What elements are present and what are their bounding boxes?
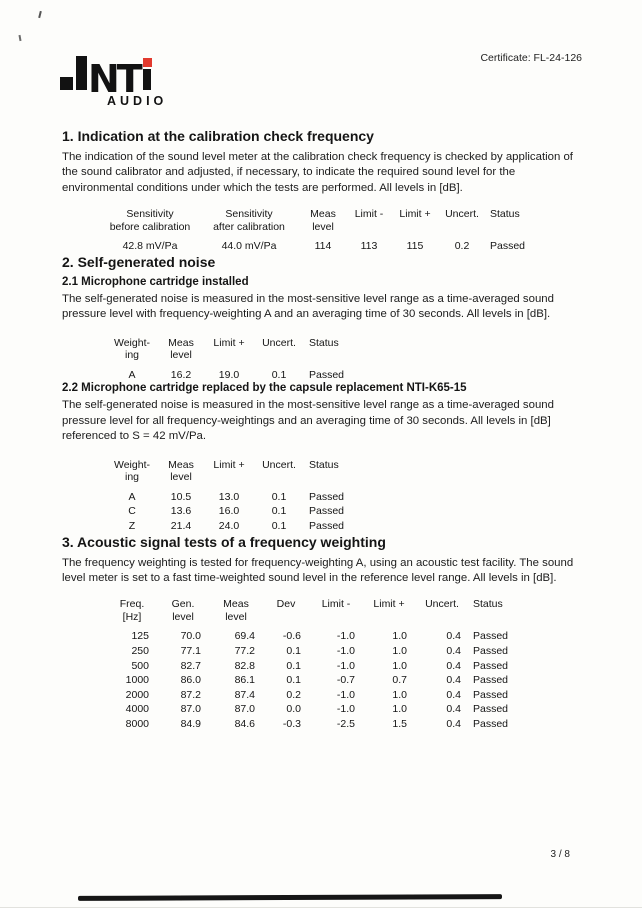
- table-row: [107, 484, 365, 505]
- table-header-cell: Dev: [276, 598, 296, 611]
- table-cell: 4000: [125, 703, 149, 716]
- table-cell: 1.0: [392, 688, 407, 701]
- table-row: [107, 717, 529, 732]
- section-2-2-title: 2.2 Microphone cartridge replaced by the capsule replacement NTI-K65-15: [62, 382, 467, 395]
- nti-audio-logo: [60, 56, 167, 108]
- table-cell: 0.2: [286, 688, 301, 701]
- table-header-cell: Uncert.: [425, 598, 459, 611]
- table-cell: 250: [131, 645, 149, 658]
- table-cell: 19.0: [218, 368, 240, 381]
- table-header-cell: Uncert.: [445, 208, 479, 221]
- table-header-cell: Limit -: [321, 598, 351, 611]
- logo-mark: [60, 56, 167, 101]
- table-header-cell: Gen. level: [171, 598, 195, 623]
- section-1-body: The indication of the sound level meter at the calibration check frequency is checked by application of the sound calibrator and adjusted, if necessary, to indicate the required sound level for the environmental conditions under which the tests are performed. All levels in [dB].: [62, 151, 573, 194]
- table-cell: Passed: [490, 240, 526, 253]
- table-cell: -0.7: [336, 674, 355, 687]
- table-cell: 1.0: [392, 703, 407, 716]
- table-cell: A: [128, 490, 136, 503]
- table-cell: Passed: [309, 519, 345, 532]
- table-cell: -1.0: [336, 645, 355, 658]
- table-cell: 16.0: [218, 505, 240, 518]
- table-cell: 69.4: [234, 630, 255, 643]
- table-cell: 0.4: [446, 688, 461, 701]
- certificate-number: Certificate: FL-24-126: [480, 52, 582, 64]
- table-row: [107, 504, 365, 519]
- table-cell: 87.0: [234, 703, 255, 716]
- table-cell: 0.0: [286, 703, 301, 716]
- table-cell: 16.2: [170, 368, 192, 381]
- table-cell: 44.0 mV/Pa: [221, 240, 277, 253]
- table-cell: -1.0: [336, 630, 355, 643]
- table-cell: 0.4: [446, 659, 461, 672]
- section-3-title: 3. Acoustic signal tests of a frequency weighting: [62, 533, 386, 550]
- section-3-body: The frequency weighting is tested for frequency-weighting A, using an acoustic test facility. The sound level meter is set to a fast time-weighted sound level in the reference level range. All levels in [dB].: [62, 556, 574, 584]
- table-header-row: [107, 598, 529, 623]
- table-cell: 21.4: [170, 519, 192, 532]
- table-header-cell: Freq. [Hz]: [119, 598, 145, 623]
- noise-replacement-table: [107, 459, 365, 534]
- table-cell: Passed: [473, 659, 509, 672]
- table-cell: 13.0: [218, 490, 240, 503]
- table-cell: Passed: [473, 717, 509, 730]
- scan-mark: [18, 35, 21, 41]
- table-header-cell: Sensitivity after calibration: [213, 208, 285, 233]
- table-cell: 1.0: [392, 630, 407, 643]
- table-cell: 87.4: [234, 688, 255, 701]
- section-2-1-title: 2.1 Microphone cartridge installed: [62, 275, 249, 288]
- table-cell: 82.8: [234, 659, 255, 672]
- noise-installed-table: [107, 337, 365, 383]
- table-cell: 0.4: [446, 674, 461, 687]
- table-cell: A: [128, 368, 136, 381]
- table-cell: 77.2: [234, 645, 255, 658]
- table-header-cell: Meas level: [168, 336, 194, 362]
- table-header-cell: Status: [309, 458, 339, 471]
- table-cell: 87.2: [180, 688, 201, 701]
- table-cell: C: [128, 505, 136, 518]
- table-header-cell: Limit -: [354, 208, 384, 221]
- table-cell: 84.9: [180, 717, 201, 730]
- scan-artifact-line: [78, 894, 502, 901]
- table-cell: Passed: [473, 688, 509, 701]
- scan-mark: [38, 11, 42, 18]
- table-header-cell: Uncert.: [262, 336, 296, 349]
- table-cell: 13.6: [170, 505, 192, 518]
- logo-red-dot-icon: [143, 58, 152, 67]
- table-cell: 1.5: [392, 717, 407, 730]
- table-header-cell: Status: [309, 336, 339, 349]
- table-header-row: [107, 459, 365, 484]
- section-2-1-body: The self-generated noise is measured in the most-sensitive level range as a time-averaged sound pressure level with frequency-weighting A and an averaging time of 30 seconds. All levels in [dB].: [62, 292, 554, 321]
- table-cell: 70.0: [180, 630, 201, 643]
- table-cell: Passed: [473, 630, 509, 643]
- logo-i-letter: [143, 58, 152, 90]
- table-row: [107, 702, 529, 717]
- logo-nt-text: NT: [88, 57, 140, 101]
- table-cell: -1.0: [336, 659, 355, 672]
- table-cell: 10.5: [170, 490, 192, 503]
- table-header-cell: Limit +: [213, 336, 245, 349]
- table-cell: 500: [131, 659, 149, 672]
- table-header-cell: Uncert.: [262, 458, 296, 471]
- table-cell: -2.5: [336, 717, 355, 730]
- table-header-cell: Status: [473, 598, 503, 611]
- table-cell: 0.7: [392, 674, 407, 687]
- table-cell: 0.1: [271, 490, 287, 503]
- table-cell: -0.6: [282, 630, 301, 643]
- table-header-cell: Weight- ing: [114, 336, 150, 362]
- table-cell: 0.1: [271, 368, 287, 381]
- table-cell: 0.1: [271, 519, 287, 532]
- table-cell: 0.4: [446, 645, 461, 658]
- table-cell: 0.4: [446, 717, 461, 730]
- table-cell: 84.6: [234, 717, 255, 730]
- calibration-table: [102, 208, 546, 254]
- table-row: [107, 673, 529, 688]
- table-cell: Passed: [309, 368, 345, 381]
- table-header-cell: Limit +: [373, 598, 405, 611]
- table-cell: 86.0: [180, 674, 201, 687]
- table-cell: Passed: [473, 703, 509, 716]
- table-cell: 0.4: [446, 703, 461, 716]
- table-cell: 0.1: [286, 659, 301, 672]
- table-row: [107, 644, 529, 659]
- table-cell: 86.1: [234, 674, 255, 687]
- document-content: [62, 128, 584, 731]
- table-cell: Passed: [473, 645, 509, 658]
- table-cell: 0.1: [286, 674, 301, 687]
- table-cell: -0.3: [282, 717, 301, 730]
- table-header-cell: Meas level: [223, 598, 249, 623]
- logo-audio-text: AUDIO: [107, 94, 168, 108]
- table-header-cell: Status: [490, 208, 520, 221]
- table-cell: Passed: [473, 674, 509, 687]
- table-row: [107, 688, 529, 703]
- table-header-cell: Meas level: [168, 458, 194, 484]
- table-row: [107, 519, 365, 534]
- table-cell: 1.0: [392, 645, 407, 658]
- table-header-row: [107, 337, 365, 362]
- table-header-row: [102, 208, 546, 233]
- logo-square-icon: [60, 77, 73, 90]
- table-header-cell: Sensitivity before calibration: [109, 208, 191, 233]
- table-cell: 82.7: [180, 659, 201, 672]
- noise-installed-table-wrap: [107, 337, 584, 383]
- table-cell: Z: [128, 519, 136, 532]
- table-cell: 1.0: [392, 659, 407, 672]
- section-1-title: 1. Indication at the calibration check frequency: [62, 128, 374, 144]
- table-row: [107, 623, 529, 644]
- table-cell: 115: [406, 240, 424, 253]
- table-row: [107, 659, 529, 674]
- table-cell: 0.1: [271, 505, 287, 518]
- page-number: 3 / 8: [550, 849, 570, 860]
- table-cell: 114: [314, 240, 332, 253]
- table-cell: 1000: [125, 674, 149, 687]
- noise-replacement-table-wrap: [107, 459, 584, 534]
- table-cell: 42.8 mV/Pa: [122, 240, 178, 253]
- table-cell: 0.4: [446, 630, 461, 643]
- section-2-2-body: The self-generated noise is measured in the most-sensitive level range as a time-averaged sound pressure level for all frequency-weightings and an averaging time of 30 seconds. All levels in [dB] referenced to S = 42 mV/Pa.: [62, 399, 554, 443]
- table-cell: 125: [131, 630, 149, 643]
- table-cell: 77.1: [180, 645, 201, 658]
- table-cell: 0.1: [286, 645, 301, 658]
- table-header-cell: Weight- ing: [114, 458, 150, 484]
- logo-i-stem: [143, 69, 151, 90]
- table-row: [102, 233, 546, 254]
- table-cell: 24.0: [218, 519, 240, 532]
- table-cell: Passed: [309, 490, 345, 503]
- frequency-weighting-table-wrap: [107, 598, 584, 731]
- table-row: [107, 362, 365, 383]
- table-cell: -1.0: [336, 688, 355, 701]
- table-cell: 0.2: [454, 240, 470, 253]
- table-header-cell: Meas level: [310, 208, 336, 233]
- table-cell: -1.0: [336, 703, 355, 716]
- section-2-title: 2. Self-generated noise: [62, 253, 216, 270]
- table-cell: Passed: [309, 505, 345, 518]
- logo-bar-icon: [76, 56, 87, 90]
- calibration-table-wrap: [102, 208, 584, 254]
- frequency-weighting-table: [107, 598, 529, 731]
- table-header-cell: Limit +: [213, 458, 245, 471]
- table-cell: 87.0: [180, 703, 201, 716]
- table-header-cell: Limit +: [399, 208, 431, 221]
- table-cell: 113: [360, 240, 378, 253]
- table-cell: 2000: [125, 688, 149, 701]
- table-cell: 8000: [125, 717, 149, 730]
